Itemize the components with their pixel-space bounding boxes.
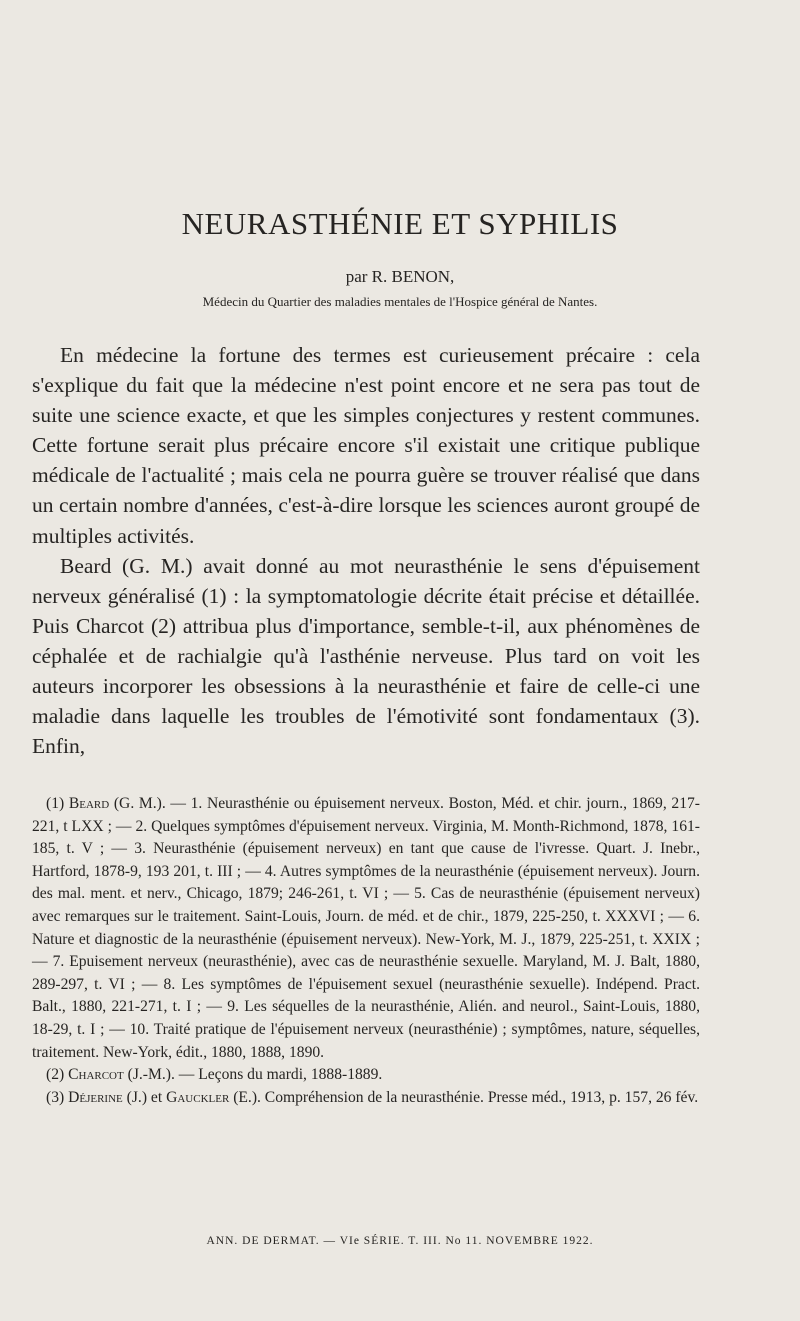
footnote-author: Déjerine bbox=[68, 1088, 123, 1106]
footnote-author: Charcot bbox=[68, 1066, 124, 1084]
author-affiliation: Médecin du Quartier des maladies mentales de l'Hospice général de Nantes. bbox=[202, 294, 598, 309]
author-byline: par R. BENON, bbox=[345, 267, 455, 286]
article-title: NEURASTHÉNIE ET SYPHILIS bbox=[181, 206, 619, 241]
footnote-3 bbox=[32, 1087, 700, 1110]
footnote-text: (G. M.). — 1. Neurasthénie ou épuisement nerveux. Boston, Méd. et chir. journ., 1869, 217-221, t LXX ; — 2. Quelques symptômes d'épuisement nerveux. Virginia, M. Month-Richmond, 1878, 161-185, t. V ; — 3. Neurasthénie (épuisement nerveux) en tant que cause de l'ivresse. Quart. J. Inebr., Hartford, 1878-9, 193 201, t. III ; — 4. Autres symptômes de la neurasthénie (épuisement nerveux). Journ. des mal. ment. et nerv., Chicago, 1879; 246-261, t. VI ; — 5. Cas de neurasthénie (épuisement nerveux) avec remarques sur le traitement. Saint-Louis, Journ. de méd. et de chir., 1879, 225-250, t. XXXVI ; — 6. Nature et diagnostic de la neurasthénie (épuisement nerveux). New-York, M. J., 1879, 225-251, t. XXIX ; — 7. Epuisement nerveux (neurasthénie), avec cas de neurasthénie sexuelle. Maryland, M. J. Balt, 1880, 289-297, t. VI ; — 8. Les symptômes de l'épuisement sexuel (neurasthénie sexuelle). Indépend. Pract. Balt., 1880, 221-271, t. I ; — 9. Les séquelles de la neurasthénie, Alién. and neurol., Saint-Louis, 1880, 18-29, t. I ; — 10. Traité pratique de l'épuisement nerveux (neurasthénie) ; symptômes, nature, séquelles, traitement. New-York, édit., 1880, 1888, 1890. bbox=[32, 795, 700, 1061]
footnote-mark: (2) bbox=[46, 1066, 65, 1084]
footnotes bbox=[32, 793, 700, 1109]
footnote-text: (E.). Compréhension de la neurasthénie. Presse méd., 1913, p. 157, 26 fév. bbox=[233, 1088, 699, 1106]
paragraph: En médecine la fortune des termes est curieusement précaire : cela s'explique du fait que la médecine n'est point encore et ne sera pas tout de suite une science exacte, et que les simples conjectures y restent communes. Cette fortune serait plus précaire encore s'il existait une critique publique médicale de l'actualité ; mais cela ne pourra guère se trouver réalisé que dans un certain nombre d'années, c'est-à-dire lorsque les sciences auront groupé de multiples activités. bbox=[32, 343, 700, 548]
footnote-mark: (1) bbox=[46, 795, 65, 812]
footnote-author: Gauckler bbox=[166, 1088, 230, 1106]
paragraph: Beard (G. M.) avait donné au mot neurasthénie le sens d'épuisement nerveux généralisé (1) : la symptomatologie décrite était précise et détaillée. Puis Charcot (2) attribua plus d'importance, semble-t-il, aux phénomènes de céphalée et de rachialgie qu'à l'asthénie nerveuse. Plus tard on voit les auteurs incorporer les obsessions à la neurasthénie et faire de celle-ci une maladie dans laquelle les troubles de l'émotivité sont fondamentaux (3). Enfin, bbox=[32, 553, 700, 759]
main-text bbox=[32, 340, 700, 761]
footnote-text: (J.-M.). — Leçons du mardi, 1888-1889. bbox=[127, 1066, 383, 1084]
running-footer: ANN. DE DERMAT. — VIe SÉRIE. T. III. No 11. NOVEMBRE 1922. bbox=[206, 1235, 594, 1247]
footnote-2 bbox=[32, 1064, 700, 1087]
footnote-mark: (3) bbox=[46, 1088, 65, 1106]
footnote-text: (J.) et bbox=[126, 1088, 163, 1106]
footnote-1 bbox=[32, 793, 700, 1064]
footnote-author: Beard bbox=[68, 795, 110, 812]
